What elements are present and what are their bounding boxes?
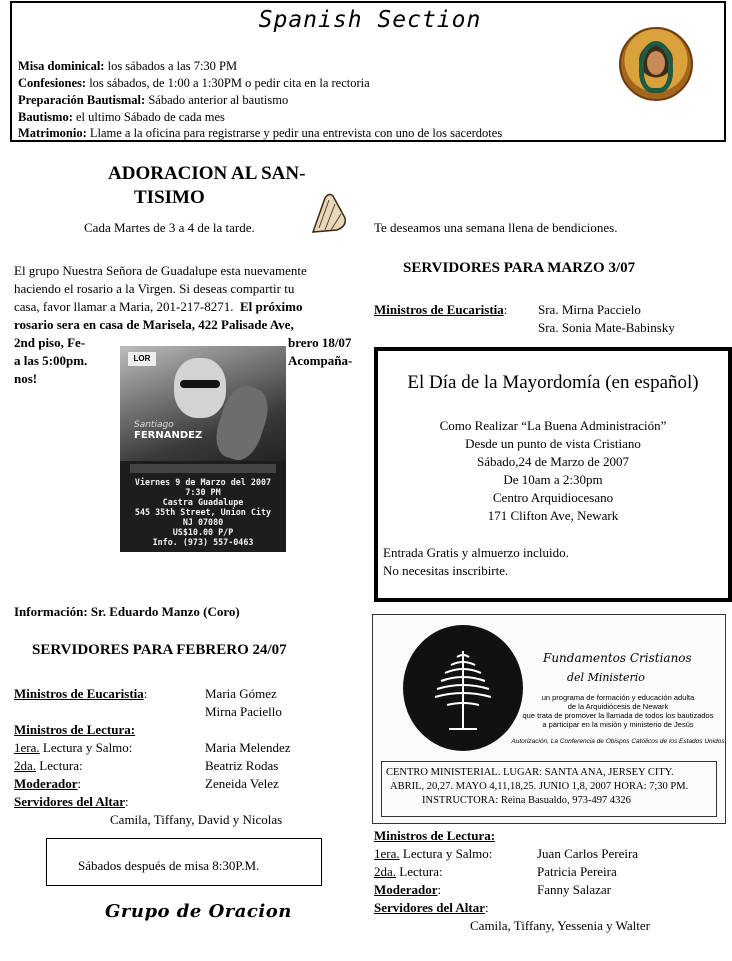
febrero-altar-row: Servidores del Altar: [14, 794, 129, 809]
marzo-altar-names: Camila, Tiffany, Yessenia y Walter [470, 918, 650, 933]
section-title: Spanish Section [258, 7, 482, 33]
adoracion-title [108, 162, 305, 210]
febrero-moderador-label: Moderador [14, 776, 78, 791]
preparacion-text: Sábado anterior al bautismo [145, 93, 289, 107]
guadalupe-bold3a: 2nd piso, Fe- [14, 335, 86, 350]
febrero-segunda-text: Lectura: [36, 758, 83, 773]
poster-band [130, 464, 276, 473]
guadalupe-bold2: rosario sera en casa de Marisela, 422 Palisade Ave, [14, 317, 294, 332]
marzo-title: SERVIDORES PARA MARZO 3/07 [403, 260, 636, 276]
bautismo-text: el ultimo Sábado de cada mes [72, 110, 225, 124]
febrero-eucaristia-row: Ministros de Eucaristia: [14, 686, 148, 701]
mayordomia-line1: Como Realizar “La Buena Administración” [439, 418, 667, 433]
poster-time: 7:30 PM [185, 487, 221, 497]
adoracion-subtitle: Cada Martes de 3 a 4 de la tarde. [84, 220, 255, 235]
matrimonio-label: Matrimonio: [18, 126, 87, 140]
matrimonio-text: Llame a la oficina para registrarse y pedir una entrevista con uno de los sacerdotes [86, 126, 503, 140]
marzo-primera-row [374, 845, 492, 863]
guadalupe-bold1: El próximo [239, 299, 303, 314]
marzo-segunda-row [374, 863, 443, 881]
preparacion-line [18, 92, 288, 109]
marzo-altar-label: Servidores del Altar [374, 900, 485, 915]
marzo-lectura-label: Ministros de Lectura: [374, 828, 496, 843]
febrero-primera-label: 1era. [14, 740, 40, 755]
grupo-oracion-title: Grupo de Oracion [105, 901, 292, 922]
mayordomia-line6: 171 Clifton Ave, Newark [487, 508, 619, 523]
flyer-small1: un programa de formación y educación adulta [541, 693, 695, 702]
guadalupe-bold4b: Acompaña- [288, 353, 353, 368]
fundamentos-flyer [372, 614, 726, 824]
matrimonio-line [18, 125, 502, 142]
marzo-moderador-name: Fanny Salazar [537, 882, 612, 897]
febrero-altar-label: Servidores del Altar [14, 794, 125, 809]
guadalupe-phone: casa, favor llamar a Maria, 201-217-8271. [14, 299, 234, 314]
flyer-small4: a participar en la misión y ministerio de Jesús [542, 720, 694, 729]
flyer-info2: ABRIL, 20,27. MAYO 4,11,18,25. JUNIO 1,8, 2007 HORA: 7;30 PM. [390, 781, 689, 792]
adoracion-title-line2: TISIMO [134, 187, 205, 208]
febrero-altar-names: Camila, Tiffany, David y Nicolas [110, 812, 283, 827]
singer-face [174, 358, 226, 418]
mayordomia-line4: De 10am a 2:30pm [503, 472, 603, 487]
poster-street: 545 35th Street, Union City [134, 507, 272, 517]
marzo-eucaristia-label: Ministros de Eucaristia [374, 302, 504, 317]
confesiones-label: Confesiones: [18, 76, 87, 90]
bautismo-label: Bautismo: [18, 110, 73, 124]
guadalupe-bold3b: brero 18/07 [288, 335, 352, 350]
febrero-segunda-label: 2da. [14, 758, 37, 773]
febrero-eucaristia-name1: Maria Gómez [205, 686, 277, 701]
mayordomia-box [374, 347, 732, 602]
febrero-segunda-name: Beatriz Rodas [205, 758, 279, 773]
poster-name1: Santiago [134, 420, 174, 430]
poster-name2: FERNANDEZ [134, 430, 203, 441]
guadalupe-line1: El grupo Nuestra Señora de Guadalupe esta nuevamente [14, 263, 307, 278]
poster-info: Info. (973) 557-0463 [152, 537, 254, 547]
misa-text: los sábados a las 7:30 PM [104, 59, 238, 73]
mayordomia-footer1: Entrada Gratis y almuerzo incluido. [383, 545, 569, 560]
marzo-altar-row: Servidores del Altar: [374, 900, 489, 915]
tree-icon [423, 645, 503, 735]
marzo-moderador-label: Moderador [374, 882, 438, 897]
misa-label: Misa dominical: [18, 59, 105, 73]
misa-line [18, 58, 237, 75]
guadalupe-line3 [14, 298, 302, 316]
febrero-moderador-name: Zeneida Velez [205, 776, 279, 791]
poster-price: US$10.00 P/P [172, 527, 234, 537]
adoracion-title-line1: ADORACION AL SAN- [108, 163, 306, 184]
marzo-moderador-row: Moderador: [374, 882, 442, 897]
informacion-line [14, 603, 240, 621]
flyer-info3: INSTRUCTORA: Reina Basualdo, 973-497 4326 [422, 795, 631, 806]
guadalupe-line2: haciendo el rosario a la Virgen. Si deseas compartir tu [14, 281, 295, 296]
flyer-info1: CENTRO MINISTERIAL. LUGAR: SANTA ANA, JERSEY CITY. [386, 767, 674, 778]
guadalupe-bold5: nos! [14, 371, 38, 386]
febrero-segunda-row [14, 757, 83, 775]
flyer-small3: que trata de promover la llamada de todos los bautizados [522, 711, 714, 720]
marzo-primera-name: Juan Carlos Pereira [537, 846, 639, 861]
poster-state: NJ 07080 [182, 517, 224, 527]
mayordomia-line3: Sábado,24 de Marzo de 2007 [477, 454, 629, 469]
flyer-title2: del Ministerio [567, 671, 645, 684]
febrero-lectura-label: Ministros de Lectura: [14, 722, 136, 737]
febrero-eucaristia-name2: Mirna Paciello [205, 704, 282, 719]
febrero-moderador-row: Moderador: [14, 776, 82, 791]
sabados-text: Sábados después de misa 8:30P.M. [78, 858, 260, 873]
poster-venue: Castra Guadalupe [162, 497, 244, 507]
confesiones-line [18, 75, 370, 92]
febrero-primera-name: Maria Melendez [205, 740, 291, 755]
concert-poster-image [120, 346, 286, 552]
bendiciones-text: Te deseamos una semana llena de bendiciones. [374, 220, 618, 235]
guadalupe-bold4a: a las 5:00pm. [14, 353, 88, 368]
marzo-segunda-name: Patricia Pereira [537, 864, 617, 879]
marzo-segunda-label: 2da. [374, 864, 397, 879]
poster-date: Viernes 9 de Marzo del 2007 [134, 477, 272, 487]
poster-logo: LOR [128, 352, 156, 366]
flyer-authorization: Autorización, La Conferencia de Obispos Católicos de los Estados Unidos [511, 738, 725, 745]
mayordomia-footer2: No necesitas inscribirte. [383, 563, 509, 578]
mayordomia-title: El Día de la Mayordomía (en español) [407, 372, 699, 393]
marzo-segunda-text: Lectura: [396, 864, 443, 879]
flyer-title1: Fundamentos Cristianos [543, 651, 692, 665]
bautismo-line [18, 109, 225, 126]
preparacion-label: Preparación Bautismal: [18, 93, 146, 107]
informacion-label: Información: [14, 604, 88, 619]
praying-hands-icon [305, 188, 353, 236]
mayordomia-line2: Desde un punto de vista Cristiano [465, 436, 641, 451]
febrero-title: SERVIDORES PARA FEBRERO 24/07 [32, 642, 287, 658]
marzo-eucaristia-name1: Sra. Mirna Paccielo [538, 302, 641, 317]
febrero-eucaristia-label: Ministros de Eucaristia [14, 686, 144, 701]
mayordomia-line5: Centro Arquidiocesano [492, 490, 614, 505]
marzo-primera-label: 1era. [374, 846, 400, 861]
virgin-guadalupe-icon [619, 27, 693, 101]
marzo-primera-text: Lectura y Salmo: [399, 846, 493, 861]
flyer-info-box [381, 761, 717, 817]
marzo-eucaristia-name2: Sra. Sonia Mate-Babinsky [538, 320, 675, 335]
flyer-small2: de la Arquidiócesis de Newark [567, 702, 669, 711]
marzo-eucaristia-row: Ministros de Eucaristia: [374, 302, 508, 317]
febrero-primera-row [14, 739, 132, 757]
header-box [10, 1, 726, 142]
sabados-box [46, 838, 322, 886]
informacion-text: Sr. Eduardo Manzo (Coro) [87, 604, 240, 619]
sunglasses-icon [180, 380, 220, 388]
confesiones-text: los sábados, de 1:00 a 1:30PM o pedir cita en la rectoria [86, 76, 370, 90]
febrero-primera-text: Lectura y Salmo: [39, 740, 133, 755]
